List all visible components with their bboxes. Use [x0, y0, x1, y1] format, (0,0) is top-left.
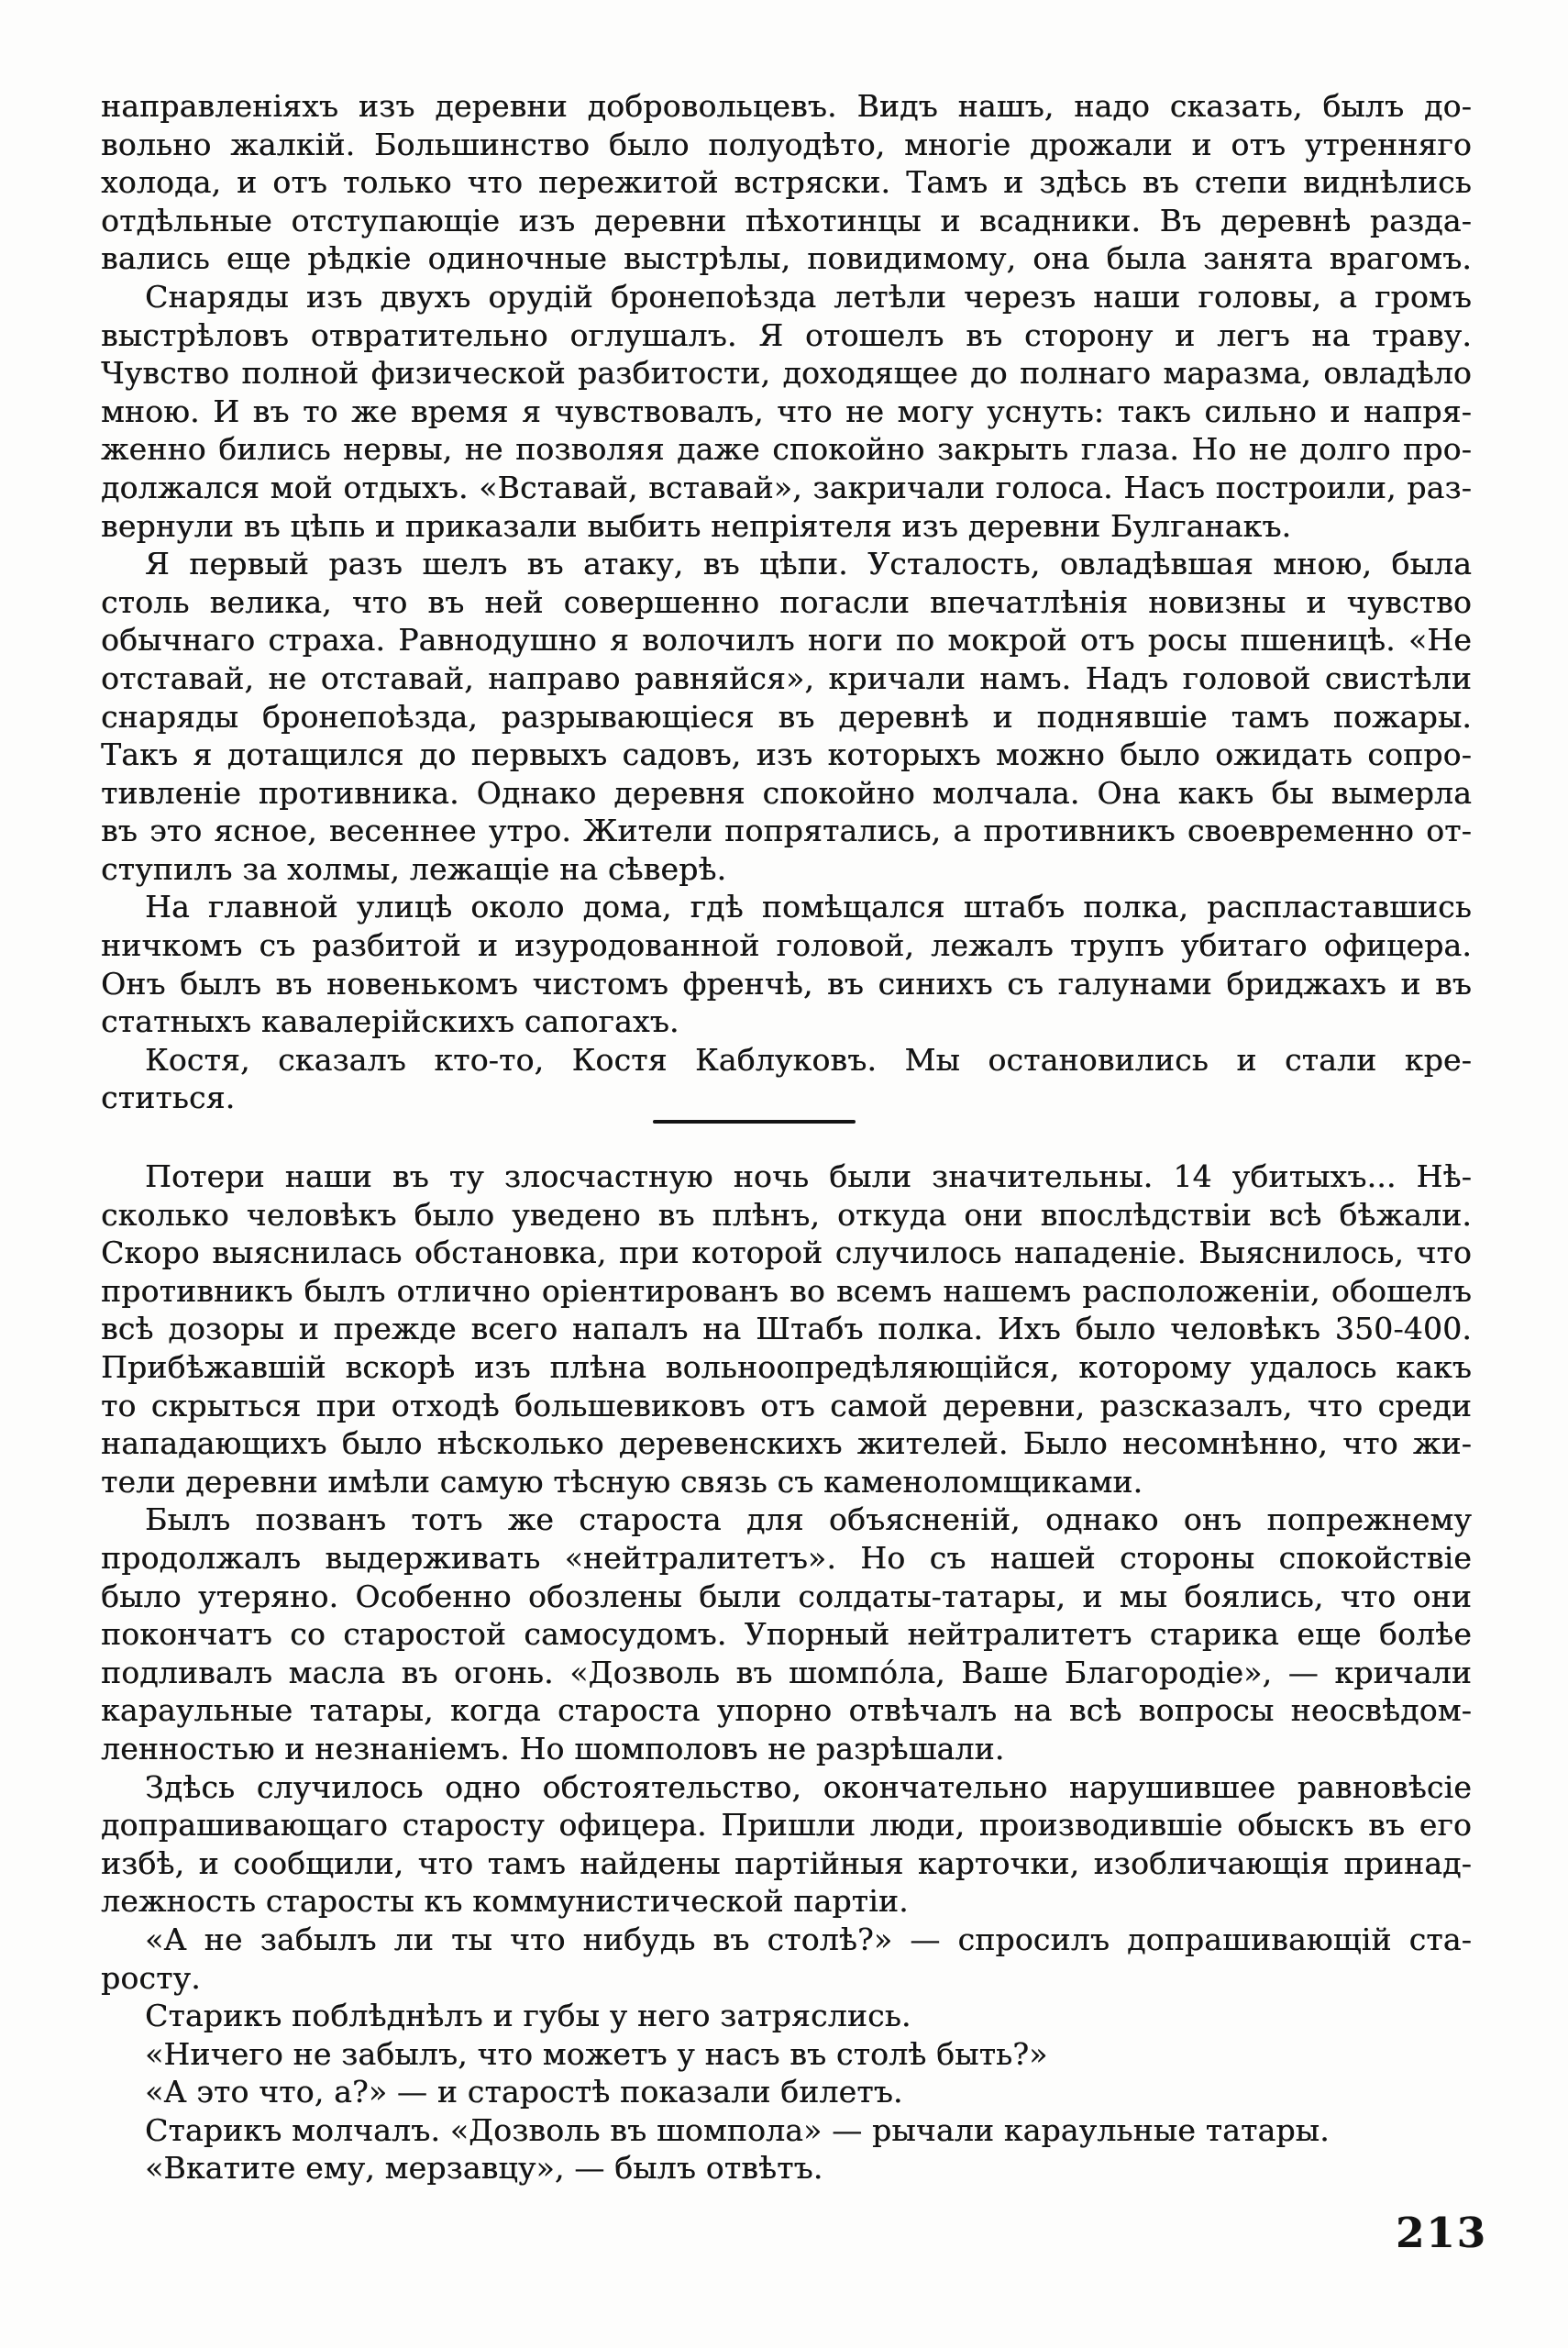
text-line: Здѣсь случилось одно обстоятельство, окончательно нарушившее равновѣсіе: [145, 1768, 1472, 1805]
text-line: статныхъ кавалерійскихъ сапогахъ.: [101, 1003, 679, 1040]
text-line: должался мой отдыхъ. «Вставай, вставай», закричали голоса. Насъ построили, раз-: [101, 469, 1472, 505]
text-line: Костя, сказалъ кто-то, Костя Каблуковъ. Мы остановились и стали кре-: [145, 1041, 1472, 1078]
text-line: было утеряно. Особенно обозлены были солдаты-татары, и мы боялись, что они: [101, 1578, 1472, 1614]
text-line: всѣ дозоры и прежде всего напалъ на Штабъ полка. Ихъ было человѣкъ 350-400.: [101, 1311, 1472, 1347]
text-line: Старикъ поблѣднѣлъ и губы у него затряслись.: [145, 1998, 911, 2034]
section-divider-rule: [653, 1120, 856, 1124]
text-line: «А не забылъ ли ты что нибудь въ столѣ?» — спросилъ допрашивающій ста-: [145, 1921, 1472, 1957]
text-line: въ это ясное, весеннее утро. Жители попрятались, а противникъ своевременно от-: [101, 813, 1472, 849]
text-line: Я первый разъ шелъ въ атаку, въ цѣпи. Усталость, овладѣвшая мною, была: [145, 546, 1472, 582]
text-line: мною. И въ то же время я чувствовалъ, что не могу уснуть: такъ сильно и напря-: [101, 393, 1472, 429]
text-line: тивленіе противника. Однако деревня спокойно молчала. Она какъ бы вымерла: [101, 774, 1472, 811]
text-line: допрашивающаго старосту офицера. Пришли люди, производившіе обыскъ въ его: [101, 1807, 1472, 1844]
text-line: направленіяхъ изъ деревни добровольцевъ. Видъ нашъ, надо сказать, былъ до-: [101, 88, 1472, 124]
text-line: «А это что, а?» — и старостѣ показали билетъ.: [145, 2074, 903, 2110]
text-line: Былъ позванъ тотъ же староста для объясненій, однако онъ попрежнему: [145, 1501, 1472, 1538]
text-line: отставай, не отставай, направо равняйся», кричали намъ. Надъ головой свистѣли: [101, 659, 1472, 696]
text-line: Потери наши въ ту злосчастную ночь были значительны. 14 убитыхъ... Нѣ-: [145, 1158, 1472, 1195]
text-line: Прибѣжавшій вскорѣ изъ плѣна вольноопредѣляющійся, которому удалось какъ: [101, 1349, 1472, 1385]
text-line: На главной улицѣ около дома, гдѣ помѣщался штабъ полка, распластавшись: [145, 889, 1472, 925]
text-line: женно бились нервы, не позволяя даже спокойно закрыть глаза. Но не долго про-: [101, 431, 1472, 468]
text-line: Такъ я дотащился до первыхъ садовъ, изъ которыхъ можно было ожидать сопро-: [101, 737, 1472, 773]
text-line: сколько человѣкъ было уведено въ плѣнъ, откуда они впослѣдствіи всѣ бѣжали.: [101, 1196, 1472, 1233]
text-line: Снаряды изъ двухъ орудій бронепоѣзда летѣли черезъ наши головы, а громъ: [145, 278, 1472, 315]
page-number: 213: [1396, 2209, 1487, 2257]
text-line: лежность старосты къ коммунистической партіи.: [101, 1883, 909, 1920]
text-line: то скрыться при отходѣ большевиковъ отъ самой деревни, разсказалъ, что среди: [101, 1387, 1472, 1423]
text-line: подливалъ масла въ огонь. «Дозволь въ шомпо́ла, Ваше Благородіе», — кричали: [101, 1654, 1472, 1690]
text-line: ленностью и незнаніемъ. Но шомполовъ не разрѣшали.: [101, 1730, 1005, 1767]
text-line: холода, и отъ только что пережитой встряски. Тамъ и здѣсь въ степи виднѣлись: [101, 164, 1472, 201]
text-line: покончатъ со старостой самосудомъ. Упорный нейтралитетъ старика еще болѣе: [101, 1616, 1472, 1653]
text-line: противникъ былъ отлично оріентированъ во всемъ нашемъ расположеніи, обошелъ: [101, 1272, 1472, 1309]
text-line: Старикъ молчалъ. «Дозволь въ шомпола» — рычали караульные татары.: [145, 2111, 1330, 2148]
text-line: «Ничего не забылъ, что можетъ у насъ въ столѣ быть?»: [145, 2035, 1048, 2072]
text-line: караульные татары, когда староста упорно отвѣчалъ на всѣ вопросы неосвѣдом-: [101, 1692, 1472, 1729]
text-line: вались еще рѣдкіе одиночные выстрѣлы, повидимому, она была занята врагомъ.: [101, 240, 1472, 277]
text-line: Онъ былъ въ новенькомъ чистомъ френчѣ, въ синихъ съ галунами бриджахъ и въ: [101, 965, 1472, 1002]
text-line: снаряды бронепоѣзда, разрывающіеся въ деревнѣ и поднявшіе тамъ пожары.: [101, 698, 1472, 735]
text-section-after-divider: [101, 1157, 1472, 2187]
text-line: вернули въ цѣпь и приказали выбить непріятеля изъ деревни Булганакъ.: [101, 507, 1292, 544]
text-line: тели деревни имѣли самую тѣсную связь съ каменоломщиками.: [101, 1463, 1143, 1500]
text-line: нападающихъ было нѣсколько деревенскихъ жителей. Было несомнѣнно, что жи-: [101, 1425, 1472, 1462]
text-line: ститься.: [101, 1080, 236, 1116]
text-line: ничкомъ съ разбитой и изуродованной головой, лежалъ трупъ убитаго офицера.: [101, 927, 1472, 964]
text-line: продолжалъ выдерживать «нейтралитетъ». Но съ нашей стороны спокойствіе: [101, 1539, 1472, 1576]
text-line: столь велика, что въ ней совершенно погасли впечатлѣнія новизны и чувство: [101, 583, 1472, 620]
text-section-before-divider: [101, 87, 1472, 1117]
text-block: [101, 87, 1472, 2187]
text-line: отдѣльные отступающіе изъ деревни пѣхотинцы и всадники. Въ деревнѣ разда-: [101, 202, 1472, 238]
text-line: обычнаго страха. Равнодушно я волочилъ ноги по мокрой отъ росы пшеницѣ. «Не: [101, 622, 1472, 659]
text-line: избѣ, и сообщили, что тамъ найдены партійныя карточки, изобличающія принад-: [101, 1844, 1472, 1881]
text-line: ступилъ за холмы, лежащіе на сѣверѣ.: [101, 850, 727, 887]
text-line: Чувство полной физической разбитости, доходящее до полнаго маразма, овладѣло: [101, 355, 1472, 392]
text-line: выстрѣловъ отвратительно оглушалъ. Я отошелъ въ сторону и легъ на траву.: [101, 316, 1472, 353]
text-line: вольно жалкій. Большинство было полуодѣто, многіе дрожали и отъ утренняго: [101, 126, 1472, 162]
text-line: росту.: [101, 1959, 201, 1996]
text-line: Скоро выяснилась обстановка, при которой случилось нападеніе. Выяснилось, что: [101, 1235, 1472, 1271]
text-line: «Вкатите ему, мерзавцу», — былъ отвѣтъ.: [145, 2150, 823, 2187]
